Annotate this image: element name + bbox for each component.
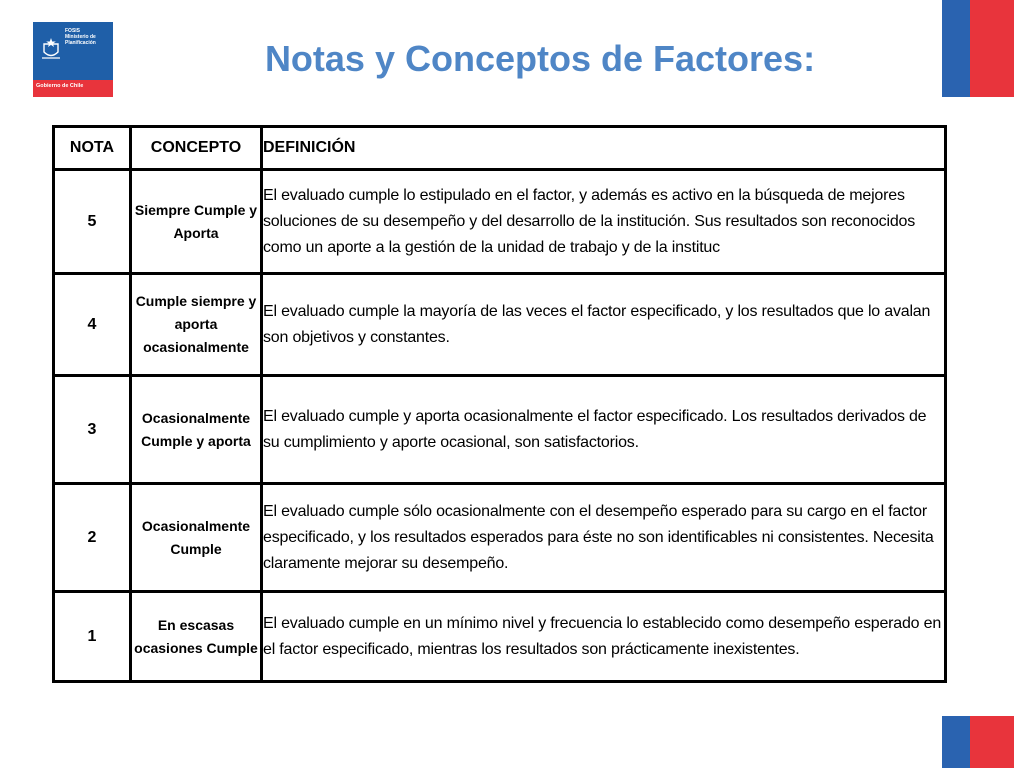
corner-flag-blue bbox=[942, 716, 970, 768]
nota-cell: 4 bbox=[54, 274, 131, 376]
table-row bbox=[54, 376, 946, 484]
table-row bbox=[54, 592, 946, 682]
nota-cell: 5 bbox=[54, 170, 131, 274]
corner-flag-red bbox=[970, 716, 1014, 768]
logo-text bbox=[65, 28, 113, 46]
definicion-cell: El evaluado cumple en un mínimo nivel y frecuencia lo establecido como desempeño esperado en el factor especificado, mientras los resultados son prácticamente inexistentes. bbox=[262, 592, 946, 682]
nota-cell: 1 bbox=[54, 592, 131, 682]
definicion-cell: El evaluado cumple y aporta ocasionalmente el factor especificado. Los resultados derivados de su cumplimiento y aporte ocasional, son satisfactorios. bbox=[262, 376, 946, 484]
definicion-cell: El evaluado cumple sólo ocasionalmente con el desempeño esperado para su cargo en el factor especificado, y los resultados esperados para éste no son identificables ni consistentes. Necesita claramente mejorar su desempeño. bbox=[262, 484, 946, 592]
definicion-cell: El evaluado cumple la mayoría de las veces el factor especificado, y los resultados que lo avalan son objetivos y constantes. bbox=[262, 274, 946, 376]
concepto-cell: En escasas ocasiones Cumple bbox=[131, 592, 262, 682]
table-row bbox=[54, 484, 946, 592]
logo-ministry: Ministerio de Planificación bbox=[65, 34, 96, 46]
coat-of-arms-icon bbox=[41, 38, 61, 60]
fosis-logo bbox=[33, 22, 113, 97]
concepto-cell: Ocasionalmente Cumple bbox=[131, 484, 262, 592]
logo-government: Gobierno de Chile bbox=[36, 83, 84, 89]
page-title: Notas y Conceptos de Factores: bbox=[264, 38, 816, 79]
concepto-cell: Ocasionalmente Cumple y aporta bbox=[131, 376, 262, 484]
corner-flag-red bbox=[970, 0, 1014, 97]
header-concepto: CONCEPTO bbox=[131, 127, 262, 170]
definicion-cell: El evaluado cumple lo estipulado en el factor, y además es activo en la búsqueda de mejores soluciones de su desempeño y del desarrollo de la institución. Sus resultados son reconocidos como un aporte a la gestión de la unidad de trabajo y de la instituc bbox=[262, 170, 946, 274]
notas-table bbox=[52, 125, 947, 683]
logo-org: FOSIS bbox=[65, 28, 81, 34]
concepto-cell: Siempre Cumple y Aporta bbox=[131, 170, 262, 274]
concepto-cell: Cumple siempre y aporta ocasionalmente bbox=[131, 274, 262, 376]
table-row bbox=[54, 170, 946, 274]
table-header-row bbox=[54, 127, 946, 170]
nota-cell: 2 bbox=[54, 484, 131, 592]
header-definicion: DEFINICIÓN bbox=[262, 127, 946, 170]
corner-flag-bottom bbox=[942, 716, 1014, 768]
table-row bbox=[54, 274, 946, 376]
header-nota: NOTA bbox=[54, 127, 131, 170]
nota-cell: 3 bbox=[54, 376, 131, 484]
